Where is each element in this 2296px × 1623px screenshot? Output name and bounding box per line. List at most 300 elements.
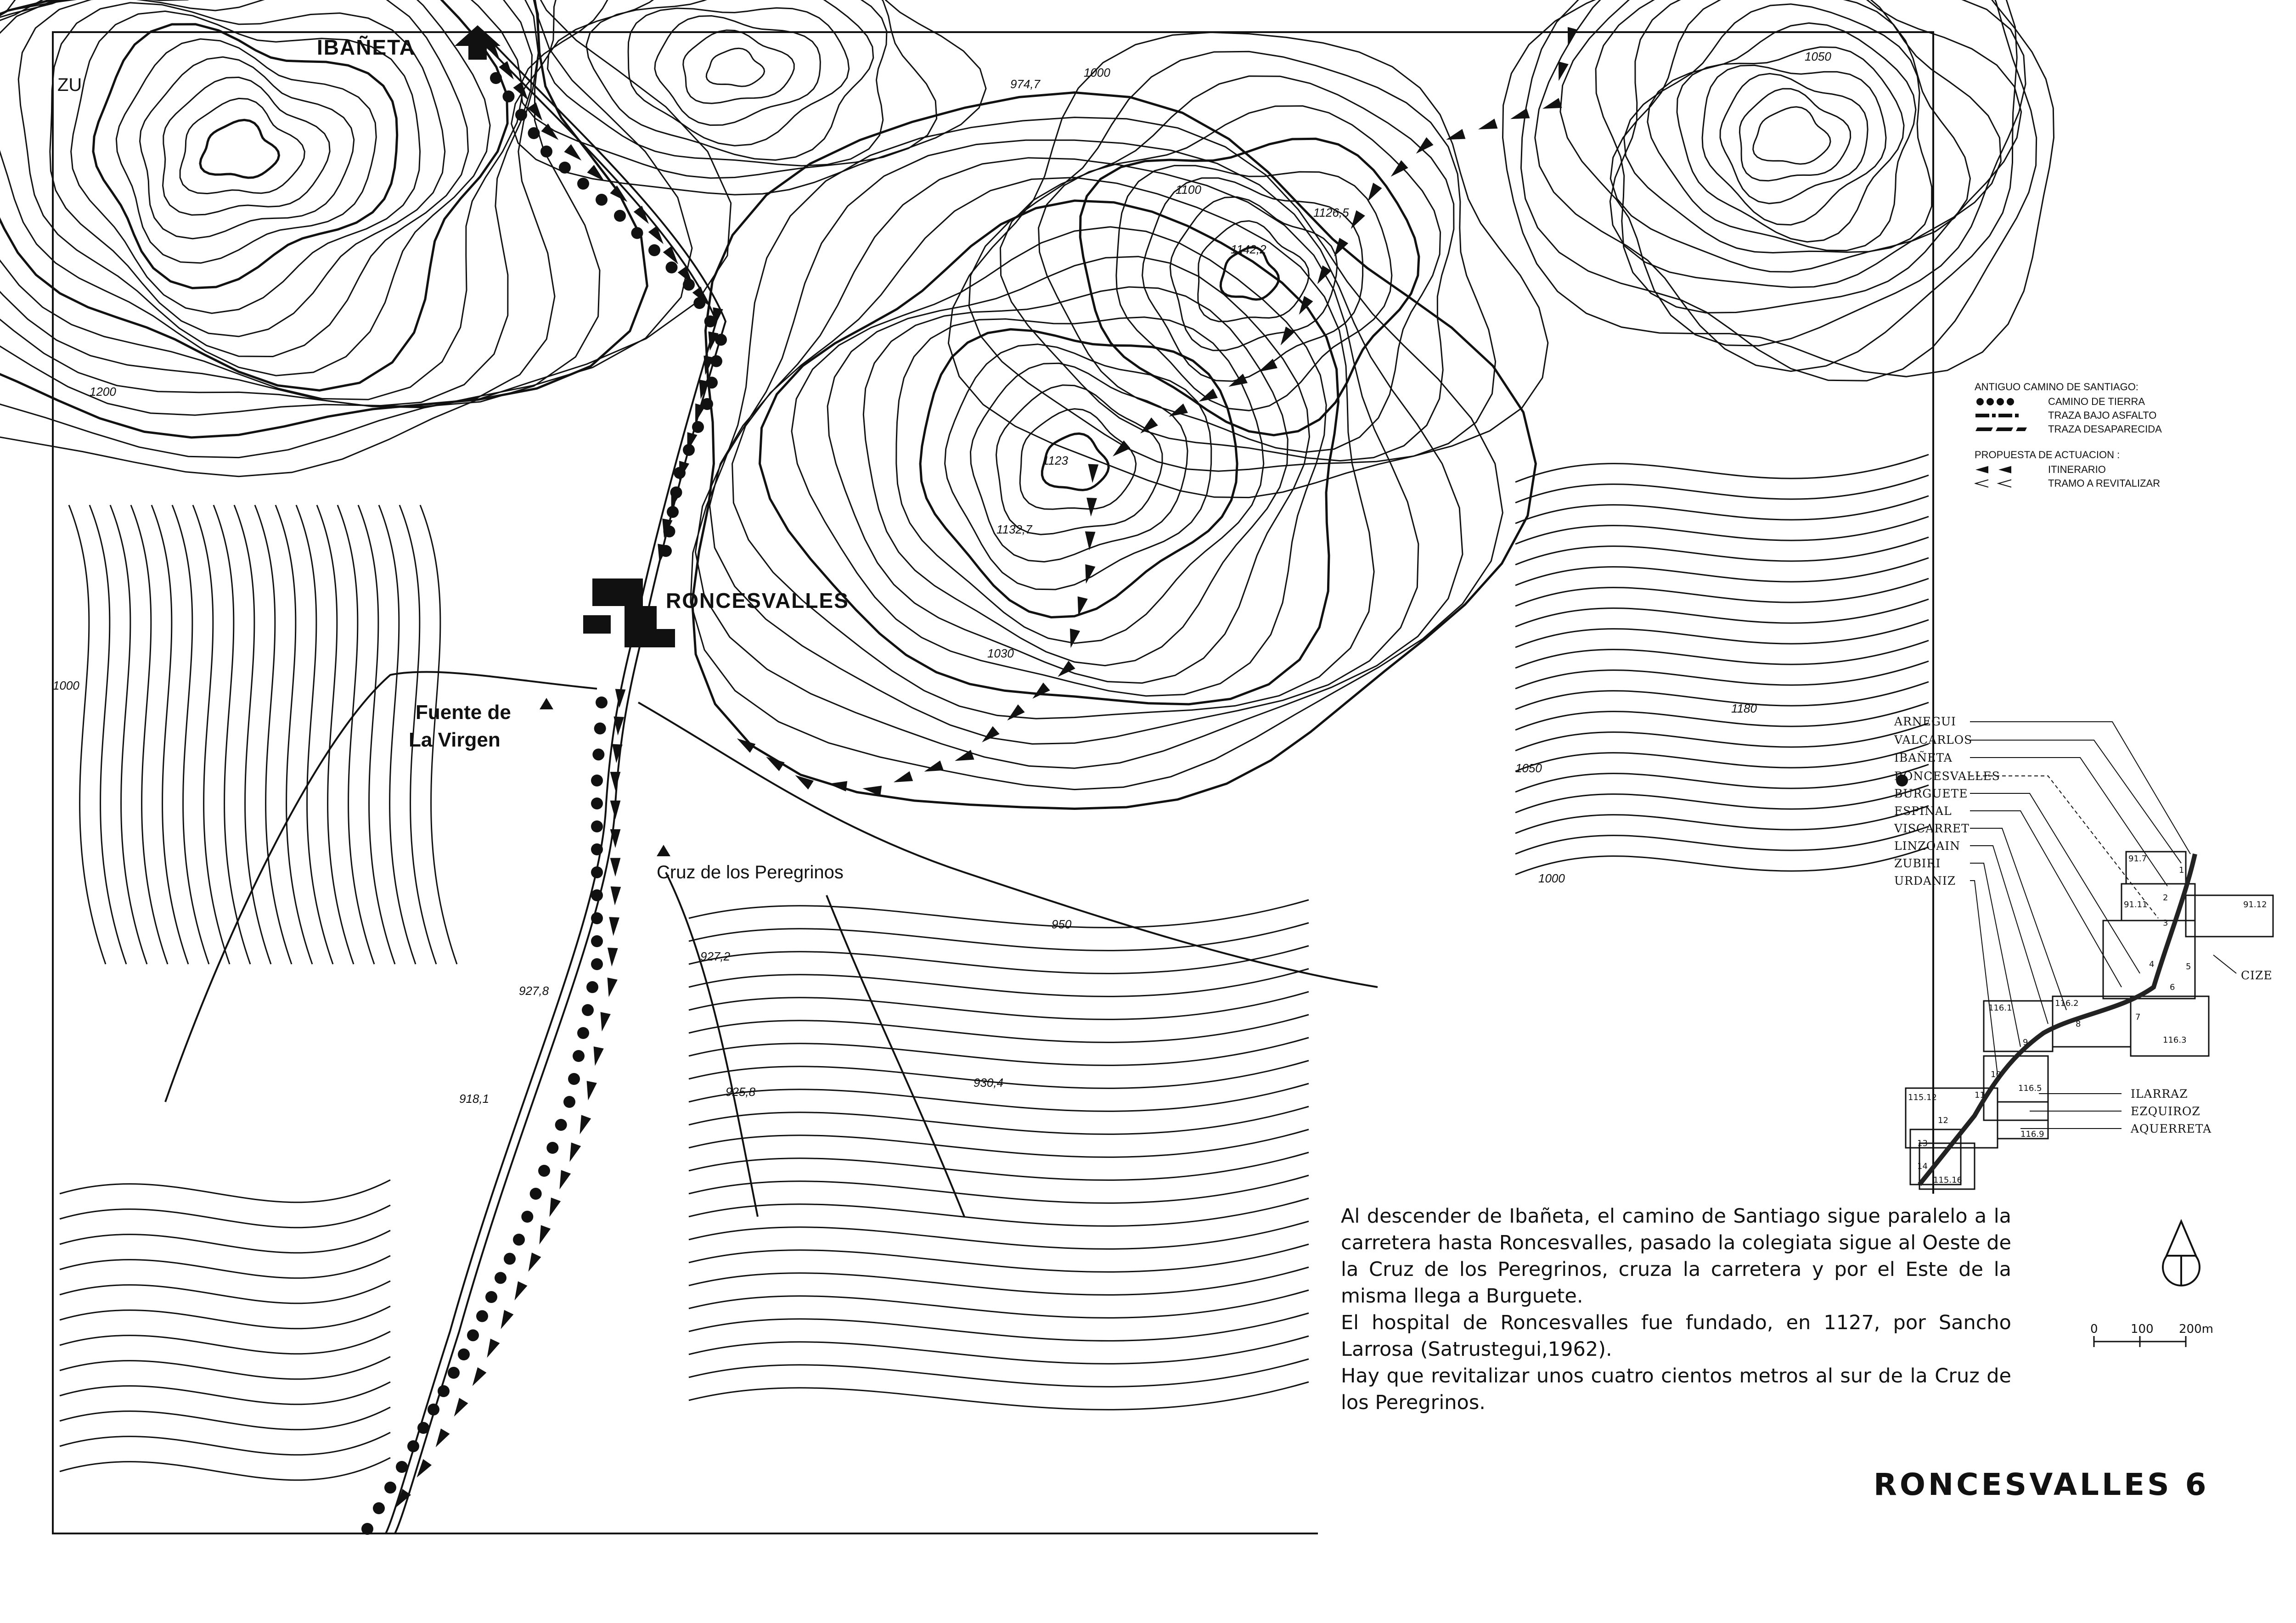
camino-dot (438, 1385, 450, 1397)
index-town-label: ESPINAL (1894, 804, 1952, 818)
elevation-label: 1050 (1515, 761, 1542, 775)
contour-line (1515, 496, 1929, 523)
route-arrow-icon (1368, 183, 1382, 202)
contour-line (180, 98, 304, 193)
elevation-label: 1123 (1042, 454, 1068, 467)
sheet-title: RONCESVALLES 6 (1874, 1467, 2209, 1502)
contour-line (1515, 682, 1929, 709)
contour-line (1515, 761, 1929, 792)
contour-line (172, 505, 209, 964)
camino-dot (573, 1050, 585, 1062)
camino-dot (591, 820, 603, 832)
route-arrow-icon (594, 1046, 604, 1066)
contour-line (1515, 640, 1929, 668)
contour-line (60, 1230, 390, 1253)
track-south-2 (827, 895, 964, 1217)
camino-dot (591, 889, 603, 901)
camino-dot (546, 1142, 558, 1154)
camino-dot (648, 244, 660, 256)
contour-line (689, 1106, 1309, 1134)
contour-line (60, 1331, 390, 1354)
route-arrow-icon (894, 771, 913, 782)
contour-line (60, 1256, 390, 1278)
fuente-label-line2: La Virgen (409, 729, 501, 751)
camino-dot (448, 1367, 460, 1379)
index-town-label: AQUERRETA (2131, 1122, 2212, 1135)
camino-dot (458, 1348, 470, 1360)
ibaneta-label: IBAÑETA (317, 35, 416, 59)
scale-bar (2094, 1336, 2186, 1347)
camino-dot (515, 109, 527, 121)
index-town-label: LINZOAIN (1894, 839, 1961, 853)
route-arrow-icon (924, 760, 944, 771)
route-arrow-icon (539, 1225, 551, 1244)
camino-dot (596, 696, 608, 708)
cruz-label: Cruz de los Peregrinos (657, 862, 844, 882)
route-arrow-icon (679, 461, 689, 480)
route-arrow-icon (1058, 661, 1075, 677)
index-sheet-label: 91.7 (2128, 854, 2147, 864)
contour-line (691, 118, 1503, 790)
camino-dot (591, 843, 603, 855)
contour-line (689, 1244, 1309, 1272)
elevation-label: 1200 (90, 385, 116, 399)
camino-dot (373, 1502, 385, 1514)
route-arrow-icon (587, 1081, 597, 1100)
index-map (1906, 852, 2273, 1189)
contour-line (896, 317, 1264, 643)
contour-line (1610, 0, 1970, 272)
index-number: 13 (1917, 1139, 1928, 1148)
elevation-label: 1000 (1084, 66, 1110, 79)
index-sheet-label: 116.1 (1988, 1003, 2012, 1013)
route-arrow-icon (1559, 62, 1569, 81)
elevation-label: 925,8 (726, 1085, 756, 1099)
camino-dot (530, 1188, 542, 1200)
route-description (1341, 1203, 2011, 1416)
contour-line (110, 505, 147, 964)
legend-row-desaparecida (1975, 422, 2232, 436)
route-arrow-icon (549, 1197, 561, 1217)
contour-line (689, 1336, 1309, 1364)
camino-dot (591, 797, 603, 809)
elevation-label: 918,1 (459, 1092, 490, 1106)
route-arrow-icon (1086, 498, 1097, 517)
route-arrow-icon (1478, 118, 1497, 129)
contour-line (60, 1407, 390, 1430)
contour-line (1535, 0, 2017, 371)
camino-dot (614, 210, 626, 222)
route-arrow-icon (608, 977, 618, 997)
contour-line (689, 946, 1309, 973)
route-arrow-icon (559, 1170, 571, 1189)
route-arrow-icon (487, 1339, 500, 1358)
contour-line (689, 1175, 1309, 1203)
contour-line (1515, 537, 1929, 565)
index-town-label: RONCESVALLES (1894, 769, 2000, 783)
camino-dot (631, 227, 643, 239)
contour-line (1170, 197, 1337, 350)
contour-line (0, 0, 647, 438)
index-number: 8 (2076, 1019, 2081, 1029)
route-arrow-icon (610, 772, 621, 791)
contour-line (1560, 0, 2026, 346)
contour-line (0, 0, 532, 406)
index-number: 12 (1938, 1116, 1948, 1125)
route-arrow-icon (1113, 440, 1131, 456)
route-arrow-icon (454, 1398, 468, 1417)
contour-line (60, 1357, 390, 1379)
contour-line (689, 1359, 1309, 1387)
contour-line (1515, 826, 1929, 854)
contour-line (1515, 785, 1929, 813)
camino-dot (692, 421, 704, 433)
contour-line (920, 329, 1237, 617)
contour-line (1515, 475, 1929, 503)
route-arrow-icon (513, 82, 528, 100)
legend-label: TRAZA DESAPARECIDA (2048, 423, 2162, 435)
contour-line (1515, 806, 1929, 833)
camino-dot (528, 127, 540, 139)
camino-dot (361, 1523, 373, 1535)
index-town-label: BURGUETE (1894, 787, 1968, 800)
contour-line (317, 505, 354, 964)
description-paragraph: Hay que revitalizar unos cuatro cientos metros al sur de la Cruz de los Peregrinos. (1341, 1365, 2011, 1414)
dash-symbol-icon (1975, 425, 2048, 434)
index-town-label: IBAÑETA (1894, 751, 1953, 764)
route-arrow-icon (610, 858, 621, 877)
camino-dot (521, 1211, 533, 1223)
index-sheet-label: 115.12 (1908, 1093, 1937, 1102)
camino-dot (467, 1329, 479, 1341)
route-arrow-icon (608, 948, 618, 966)
roads (165, 41, 1378, 1533)
contour-line (689, 1198, 1309, 1226)
route-arrow-icon (601, 1012, 611, 1031)
camino-dot (568, 1073, 580, 1085)
contour-line (689, 1129, 1309, 1157)
dash-dot-symbol-icon (1975, 411, 2048, 420)
camino-dot (513, 1234, 525, 1246)
route-arrow-icon (648, 226, 664, 244)
camino-dot (577, 178, 589, 190)
contour-line (234, 505, 271, 964)
scale-label-zero: 0 (2090, 1322, 2098, 1336)
contour-line (1739, 89, 1850, 181)
contour-line (69, 505, 106, 964)
contour-line (1515, 455, 1929, 482)
camino-dot (559, 162, 571, 174)
contour-line (131, 505, 168, 964)
index-number: 5 (2186, 962, 2191, 972)
index-town-label: ZUBIRI (1894, 857, 1941, 870)
route-arrow-icon (501, 1310, 513, 1329)
index-town-label: VISCARRET (1894, 822, 1970, 835)
route-arrow-icon (1542, 98, 1562, 108)
contour-line (689, 1221, 1309, 1249)
index-town-label: EZQUIROZ (2131, 1105, 2200, 1118)
contour-line (689, 992, 1309, 1019)
route-arrow-icon (473, 1367, 487, 1386)
index-number: 7 (2135, 1012, 2141, 1022)
elevation-label: 1000 (53, 679, 79, 692)
contour-line (296, 505, 333, 964)
index-sheet-label: 91.12 (2243, 900, 2267, 910)
route-arrow-icon (1199, 388, 1218, 401)
contour-line (689, 923, 1309, 950)
contour-line (628, 8, 849, 146)
index-number: 2 (2163, 893, 2168, 903)
camino-dot (504, 1253, 516, 1265)
route-arrow-icon (528, 1252, 541, 1272)
contour-line (1515, 599, 1929, 627)
route-arrow-icon (695, 404, 705, 423)
description-paragraph: Al descender de Ibañeta, el camino de Santiago sigue paralelo a la carretera hasta Roncesvalles, pasado la colegiata sigue al Oeste de la Cruz de los Peregrinos, cruza la carretera y por el Este de la misma llega a Burguete. (1341, 1205, 2011, 1308)
filled-arrows-symbol-icon (1975, 465, 2048, 474)
camino-dot (594, 723, 606, 735)
zu-label: ZU (57, 75, 82, 95)
cize-label: CIZE (2241, 969, 2273, 982)
camino-dot (417, 1422, 429, 1434)
camino-dot (666, 262, 678, 274)
route-arrow-icon (611, 887, 621, 905)
index-sheet-label: 91.11 (2124, 900, 2148, 910)
route-arrow-icon (1391, 160, 1408, 177)
contour-line (152, 505, 188, 964)
legend-title-proposal: PROPUESTA DE ACTUACION : (1975, 449, 2120, 461)
contour-line (193, 505, 230, 964)
index-number: 9 (2023, 1038, 2028, 1047)
index-number: 3 (2163, 918, 2168, 928)
fuente-label-line1: Fuente de (416, 701, 511, 724)
route-arrow-icon (609, 917, 619, 936)
camino-dot (384, 1482, 396, 1494)
index-sheet-label: 116.2 (2055, 999, 2079, 1008)
contour-line (1515, 723, 1929, 751)
legend-label: TRAMO A REVITALIZAR (2048, 477, 2161, 489)
contour-line (1515, 578, 1929, 606)
contour-line (1648, 23, 1916, 251)
contour-line (60, 1432, 390, 1455)
elevation-label: 1030 (987, 646, 1014, 660)
contour-line (60, 1458, 390, 1480)
legend-row-tramo (1975, 477, 2232, 490)
index-town-label: URDANIZ (1894, 874, 1956, 887)
contour-line (1521, 0, 2036, 381)
camino-dot (582, 1004, 594, 1016)
contour-line (1753, 107, 1831, 164)
contour-line (689, 1038, 1309, 1065)
route-arrow-icon (1085, 531, 1096, 550)
contour-line (863, 287, 1288, 666)
route-arrow-icon (1568, 27, 1578, 46)
route-arrow-icon (564, 144, 581, 161)
contour-line (1515, 620, 1929, 647)
description-paragraph: El hospital de Roncesvalles fue fundado, en 1127, por Sancho Larrosa (Satrustegui,1962). (1341, 1311, 2011, 1361)
index-number: 14 (1917, 1162, 1928, 1171)
camino-dot (428, 1404, 439, 1415)
contour-line (60, 1205, 390, 1228)
contour-line (1515, 661, 1929, 689)
camino-dot (555, 1119, 567, 1131)
contour-line (200, 120, 279, 178)
contour-line (689, 1015, 1309, 1042)
contour-line (1515, 702, 1929, 730)
camino-dot (485, 1291, 497, 1303)
camino-dot (667, 506, 679, 518)
legend-row-itinerario (1975, 463, 2232, 477)
fuente-landmark-icon (540, 698, 553, 709)
camino-dot (495, 1272, 506, 1284)
contour-line (214, 505, 250, 964)
roncesvalles-buildings (583, 578, 675, 647)
camino-dot (591, 912, 603, 924)
index-number: 1 (2179, 865, 2184, 875)
index-sheet-label: 115.16 (1933, 1175, 1962, 1185)
index-town-label: VALCARLOS (1894, 733, 1973, 747)
route-arrow-icon (436, 1428, 450, 1447)
route-arrow-icon (1088, 464, 1099, 483)
camino-dot (476, 1310, 488, 1322)
contour-line (689, 1313, 1309, 1341)
index-sheet-label: 116.3 (2163, 1035, 2187, 1045)
camino-dot (563, 1096, 575, 1108)
contour-line (689, 1382, 1309, 1410)
elevation-label: 927,8 (519, 984, 549, 998)
camino-dot (591, 935, 603, 947)
elevation-label: 927,2 (700, 949, 731, 963)
route-arrow-icon (1351, 210, 1365, 229)
north-arrow-icon (2163, 1221, 2200, 1286)
camino-dot (577, 1027, 589, 1039)
index-number: 10 (1991, 1070, 2001, 1079)
contour-line (1503, 0, 2054, 376)
route-arrow-icon (612, 744, 623, 763)
contour-line (0, 0, 490, 376)
contour-line (338, 505, 374, 964)
route-arrow-icon (1085, 564, 1095, 584)
route-arrow-icon (580, 1115, 591, 1134)
map-legend (1975, 381, 2232, 490)
contour-line (1515, 744, 1929, 771)
contour-line (1198, 221, 1309, 321)
legend-label: CAMINO DE TIERRA (2048, 396, 2145, 407)
index-town-label: ARNEGUI (1894, 715, 1956, 728)
route-arrow-icon (569, 1142, 581, 1162)
contour-line (1039, 106, 1441, 452)
route-arrow-icon (1032, 683, 1050, 699)
contour-line (1515, 558, 1929, 585)
elevation-label: 1100 (1176, 183, 1201, 197)
index-number: 6 (2170, 983, 2175, 992)
index-number: 4 (2149, 960, 2155, 969)
legend-row-camino-tierra (1975, 395, 2232, 409)
route-arrow-icon (615, 689, 626, 708)
index-sheet-label: 116.9 (2020, 1129, 2044, 1139)
camino-dot (490, 72, 502, 84)
index-number: 11 (1975, 1090, 1985, 1100)
roncesvalles-label: RONCESVALLES (666, 589, 849, 612)
route-arrow-icon (514, 1281, 527, 1301)
legend-label: TRAZA BAJO ASFALTO (2048, 410, 2157, 421)
legend-label: ITINERARIO (2048, 464, 2106, 475)
contour-line (1596, 0, 2021, 313)
camino-dot (407, 1440, 419, 1452)
route-arrow-icon (610, 185, 627, 202)
contour-line (689, 1267, 1309, 1295)
elevation-label: 1126,5 (1313, 206, 1349, 219)
route-arrow-icon (1070, 629, 1080, 648)
elevation-label: 1132,7 (996, 522, 1032, 536)
camino-dot (586, 981, 598, 993)
contour-line (163, 77, 330, 215)
track-south (666, 872, 758, 1217)
contour-line (1677, 47, 1904, 242)
contour-line (60, 1306, 390, 1329)
route-arrow-icon (1510, 108, 1530, 119)
contour-line (1515, 847, 1929, 875)
index-town-label: ILARRAZ (2131, 1087, 2188, 1101)
camino-dot (540, 146, 552, 157)
legend-row-asfalto (1975, 409, 2232, 422)
route-arrow-icon (713, 307, 723, 326)
route-arrow-icon (671, 489, 681, 509)
contour-line (255, 505, 292, 964)
scale-label-two-hundred: 200m (2179, 1322, 2213, 1336)
contour-line (90, 505, 126, 964)
contour-line (60, 1281, 390, 1303)
contour-line (689, 900, 1309, 927)
contour-line (1515, 517, 1929, 544)
contour-line (689, 969, 1309, 996)
contour-line (706, 48, 764, 86)
index-sheet-label: 116.5 (2018, 1084, 2042, 1093)
elevation-label: 1050 (1805, 50, 1831, 63)
camino-dot (591, 866, 603, 878)
route-arrow-icon (828, 781, 847, 791)
camino-dot (591, 958, 603, 970)
camino-dot (591, 775, 603, 786)
elevation-label: 1142,2 (1231, 242, 1266, 256)
contour-line (1020, 409, 1136, 510)
elevation-label: 930,4 (974, 1076, 1004, 1089)
contour-line (1720, 73, 1868, 203)
camino-dot (538, 1165, 550, 1177)
legend-title-old-road: ANTIGUO CAMINO DE SANTIAGO: (1975, 381, 2138, 393)
camino-dot (710, 355, 722, 367)
contour-line (689, 1152, 1309, 1180)
contour-line (60, 1382, 390, 1404)
elevation-label: 950 (1052, 917, 1072, 931)
cruz-landmark-icon (657, 845, 670, 856)
contour-line (689, 1290, 1309, 1318)
route-arrow-icon (610, 801, 621, 820)
contour-line (0, 0, 523, 399)
camino-dot (396, 1461, 408, 1473)
elevation-label: 1180 (1731, 702, 1757, 715)
elevation-label: 1000 (1538, 871, 1565, 885)
camino-dot (592, 748, 604, 760)
dots-symbol-icon (1975, 397, 2048, 406)
contour-line (60, 1180, 390, 1202)
route-arrow-icon (982, 726, 999, 742)
contour-line (1610, 0, 2001, 287)
scale-label-hundred: 100 (2131, 1322, 2154, 1336)
contour-line (692, 93, 1536, 809)
open-arrows-symbol-icon (1975, 479, 2048, 488)
contour-line (683, 30, 794, 104)
contour-line (276, 505, 312, 964)
